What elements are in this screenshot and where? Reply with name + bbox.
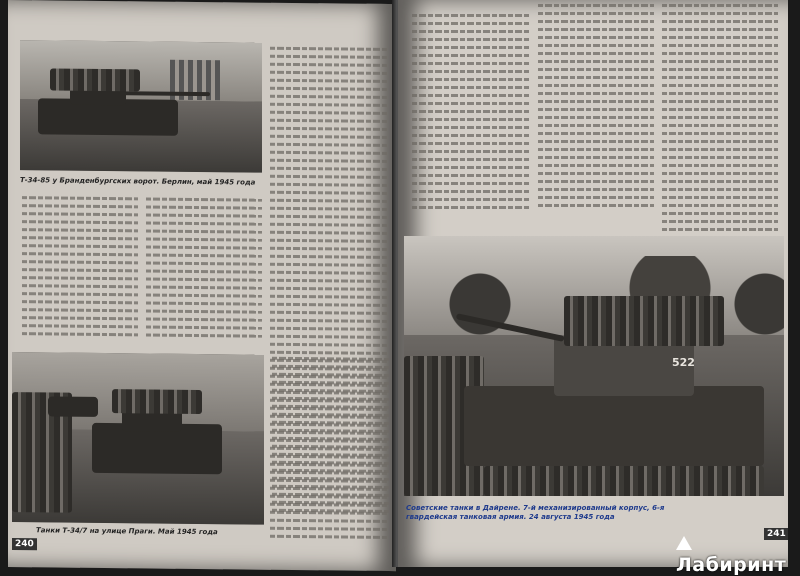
page-number-right: 241	[764, 528, 788, 540]
text-column-6	[538, 4, 654, 212]
photo-dairen-tanks	[404, 236, 784, 496]
crowd-front	[484, 466, 764, 496]
left-page	[8, 0, 396, 571]
turret-number: 522	[672, 356, 695, 369]
soldiers-on-tank	[50, 68, 140, 91]
text-column-4	[272, 357, 390, 518]
photo-bottom-caption: Танки Т-34/7 на улице Праги. Май 1945 года	[36, 526, 218, 537]
text-column-7	[662, 4, 778, 252]
photo-prague-tanks	[12, 352, 264, 525]
labirint-watermark	[676, 532, 800, 576]
text-column-2	[22, 196, 138, 341]
soldiers-on-tank	[112, 389, 202, 414]
photo-berlin-tank	[20, 40, 262, 173]
text-column-5	[412, 14, 530, 214]
labirint-logo-icon	[676, 536, 692, 550]
soldiers-on-tank	[564, 296, 724, 346]
photo-caption: Советские танки в Дайрене. 7-й механизированный корпус, 6-я гвардейская танковая армия. 24 августа 1945 года	[406, 504, 665, 521]
tank-far	[48, 396, 98, 417]
tank-hull	[464, 386, 764, 466]
watermark-text: Лабиринт	[676, 554, 787, 576]
photo-top-caption: Т-34-85 у Бранденбургских ворот. Берлин, май 1945 года	[20, 176, 256, 187]
page-number-left: 240	[12, 538, 37, 550]
right-page	[398, 0, 788, 567]
text-column-3	[146, 197, 262, 342]
